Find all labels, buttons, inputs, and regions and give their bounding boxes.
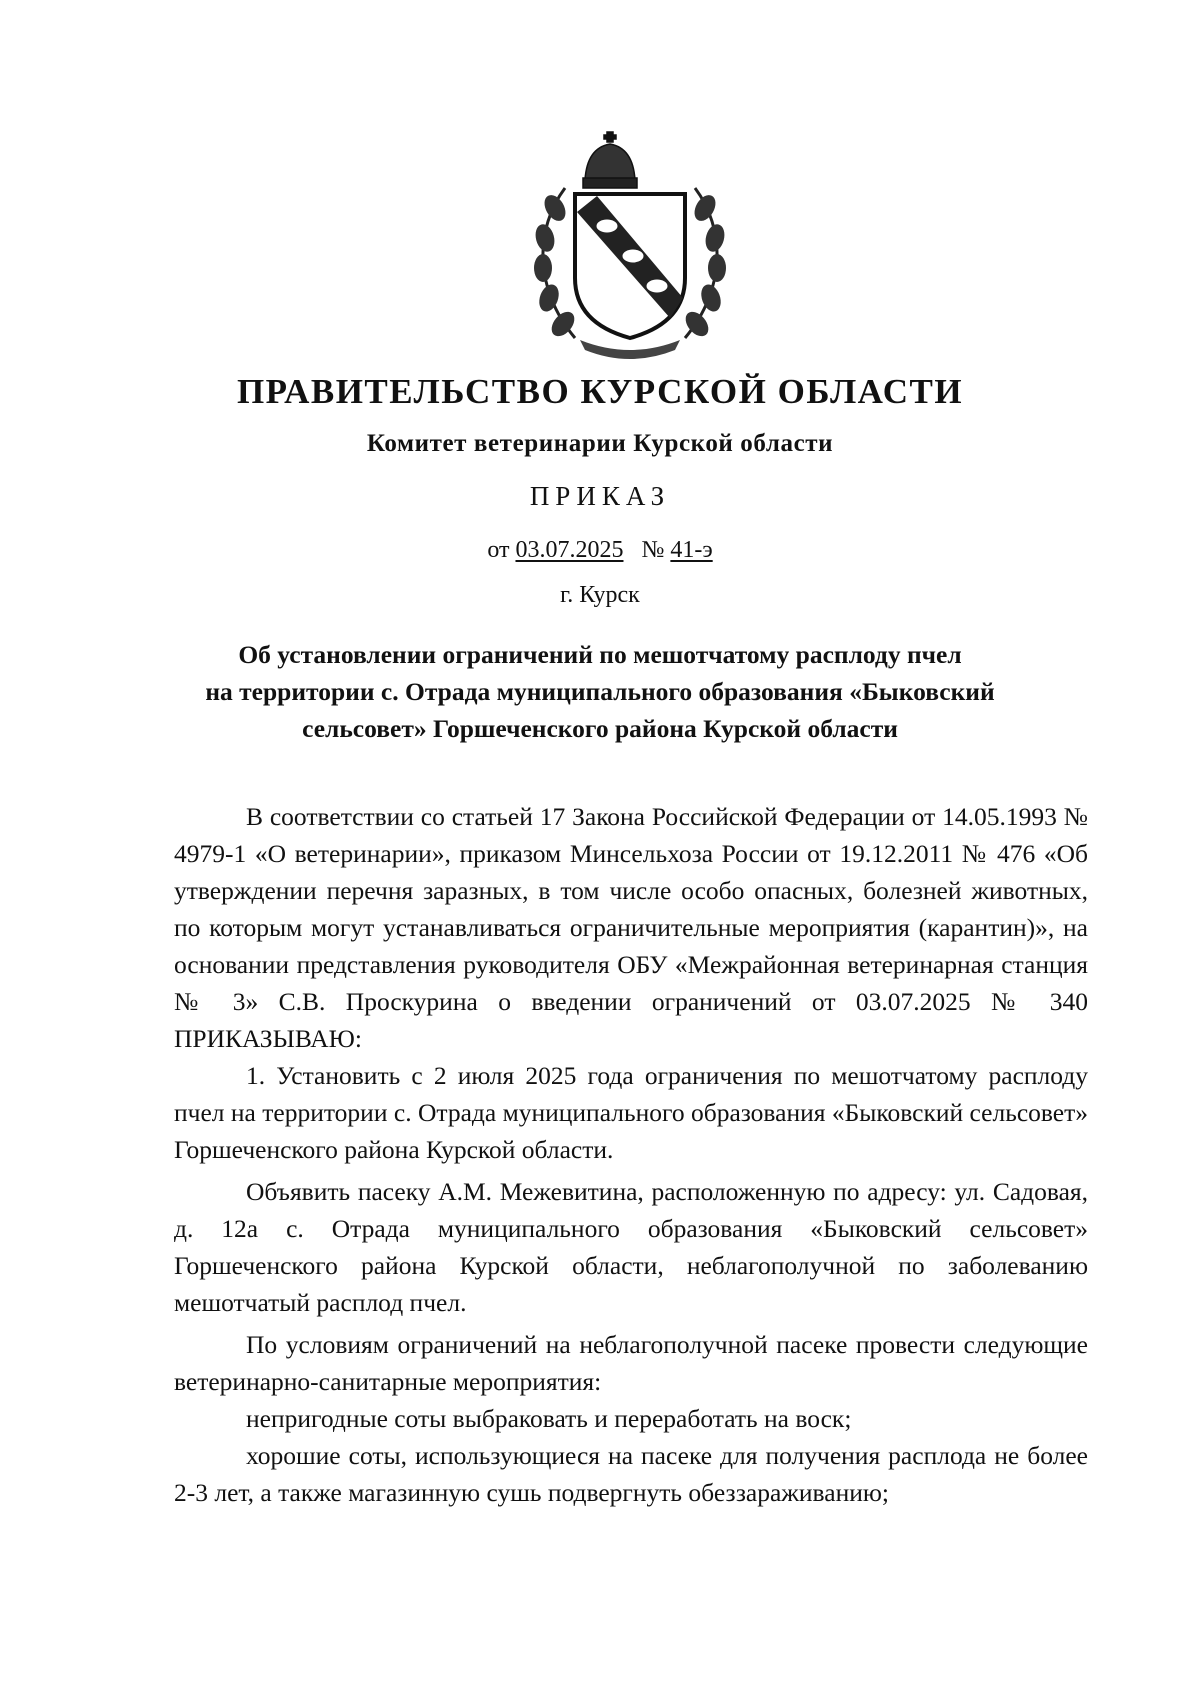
order-number: 41-э xyxy=(670,537,713,563)
order-body xyxy=(174,798,1088,1511)
government-title: ПРАВИТЕЛЬСТВО КУРСКОЙ ОБЛАСТИ xyxy=(236,372,964,411)
committee-name: Комитет ветеринарии Курской области xyxy=(366,430,834,457)
subject-line: сельсовет» Горшеченского района Курской области xyxy=(302,714,898,743)
body-paragraph: 1. Установить с 2 июля 2025 года ограничения по мешотчатому расплоду пчел на территории с. Отрада муниципального образования «Быковский сельсовет» Горшеченского района Курской области. xyxy=(174,1061,1088,1164)
document-type: ПРИКАЗ xyxy=(529,481,671,511)
subject-line: на территории с. Отрада муниципального образования «Быковский xyxy=(205,677,995,706)
coat-of-arms-emblem xyxy=(525,128,735,360)
body-paragraph: непригодные соты выбраковать и переработать на воск; xyxy=(246,1404,852,1433)
order-subject xyxy=(170,636,1030,747)
subject-line: Об установлении ограничений по мешотчатому расплоду пчел xyxy=(238,640,962,669)
body-paragraph: В соответствии со статьей 17 Закона Российской Федерации от 14.05.1993 № 4979-1 «О ветеринарии», приказом Минсельхоза России от 19.12.2011 № 476 «Об утверждении перечня заразных, в том числе особо опасных, болезней животных, по которым могут устанавливаться ограничительные мероприятия (карантин)», на основании представления руководителя ОБУ «Межрайонная ветеринарная станция № 3» С.В. Проскурина о введении ограничений от 03.07.2025 № 340 ПРИКАЗЫВАЮ: xyxy=(174,802,1088,1053)
city: г. Курск xyxy=(560,582,640,608)
body-paragraph: Объявить пасеку А.М. Межевитина, расположенную по адресу: ул. Садовая, д. 12а с. Отрада муниципального образования «Быковский сельсовет» Горшеченского района Курской области, неблагополучной по заболеванию мешотчатый расплод пчел. xyxy=(174,1177,1088,1317)
body-paragraph: По условиям ограничений на неблагополучной пасеке провести следующие ветеринарно-санитарные мероприятия: xyxy=(174,1330,1088,1396)
date-number-line xyxy=(0,537,1200,564)
order-date: 03.07.2025 xyxy=(515,537,624,563)
number-prefix: № xyxy=(641,537,665,563)
date-prefix: от xyxy=(487,537,510,563)
body-paragraph: хорошие соты, использующиеся на пасеке для получения расплода не более 2-3 лет, а также магазинную сушь подвергнуть обеззараживанию; xyxy=(174,1441,1088,1507)
